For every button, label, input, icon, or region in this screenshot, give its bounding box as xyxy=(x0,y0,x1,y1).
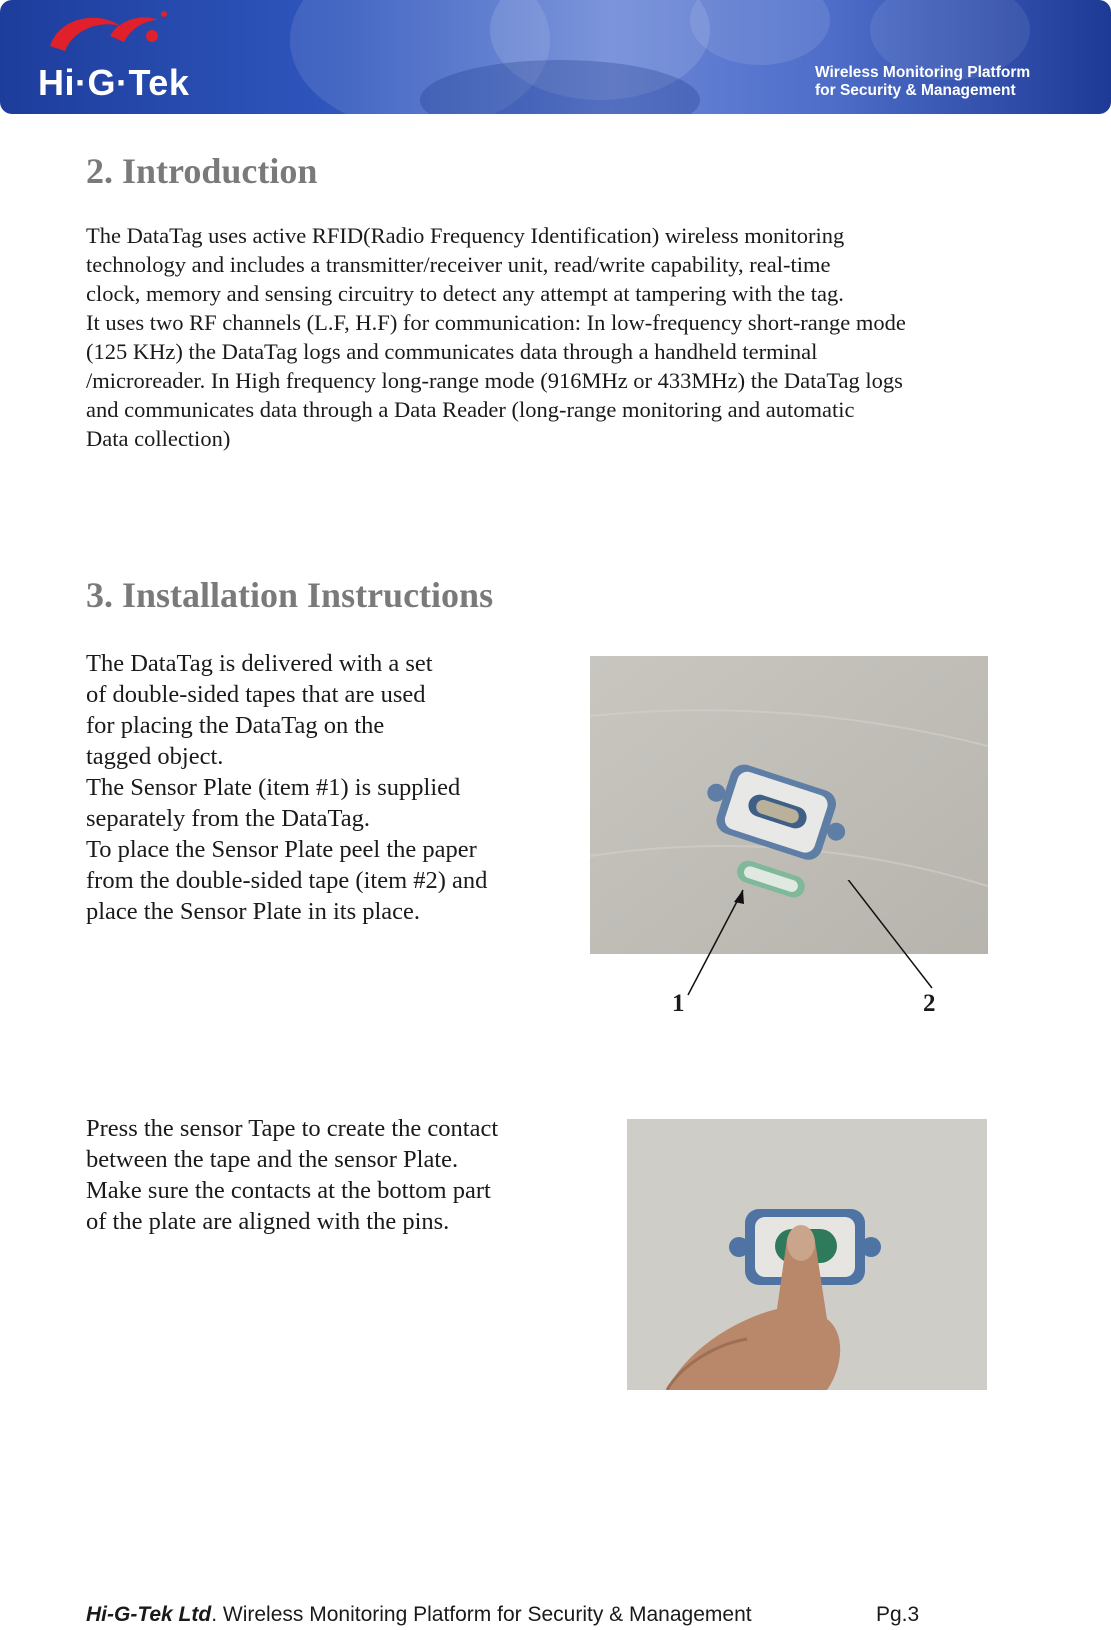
datatag-photo-2 xyxy=(627,1119,987,1390)
header-banner xyxy=(0,0,1111,114)
intro-line: (125 KHz) the DataTag logs and communicates data through a handheld terminal xyxy=(86,339,818,364)
intro-paragraph xyxy=(86,221,1046,453)
step-line: Press the sensor Tape to create the contact xyxy=(86,1115,499,1142)
footer-text xyxy=(86,1603,752,1627)
install-step-2-text xyxy=(86,1113,498,1237)
footer-company: Hi-G-Tek Ltd xyxy=(86,1603,212,1626)
step-line: of the plate are aligned with the pins. xyxy=(86,1208,450,1235)
step-line: The Sensor Plate (item #1) is supplied xyxy=(86,774,461,801)
footer-description: . Wireless Monitoring Platform for Security & Management xyxy=(211,1603,752,1626)
intro-line: technology and includes a transmitter/receiver unit, read/write capability, real-time xyxy=(86,252,831,277)
hand-pressing-illustration xyxy=(627,1119,987,1390)
step-line: place the Sensor Plate in its place. xyxy=(86,898,421,925)
install-heading: 3. Installation Instructions xyxy=(86,575,494,615)
intro-line: It uses two RF channels (L.F, H.F) for communication: In low-frequency short-range mode xyxy=(86,310,906,335)
page-number: Pg.3 xyxy=(876,1603,920,1626)
tagline-line-1: Wireless Monitoring Platform xyxy=(815,64,1031,81)
step-line: separately from the DataTag. xyxy=(86,805,370,832)
install-step-1-text xyxy=(86,648,487,927)
callout-arrows xyxy=(660,880,950,1010)
intro-heading: 2. Introduction xyxy=(86,151,318,191)
step-line: To place the Sensor Plate peel the paper xyxy=(86,836,477,863)
callout-label-2: 2 xyxy=(923,990,936,1017)
intro-line: and communicates data through a Data Reader (long-range monitoring and automatic xyxy=(86,397,855,422)
intro-line: /microreader. In High frequency long-range mode (916MHz or 433MHz) the DataTag logs xyxy=(86,368,903,393)
step-line: from the double-sided tape (item #2) and xyxy=(86,867,488,894)
step-line: tagged object. xyxy=(86,743,224,770)
header-tagline xyxy=(815,64,1030,100)
company-logo: Hi·G·Tek xyxy=(38,62,190,103)
step-line: of double-sided tapes that are used xyxy=(86,681,426,708)
callout-label-1: 1 xyxy=(672,990,685,1017)
tagline-line-2: for Security & Management xyxy=(815,82,1016,99)
intro-line: clock, memory and sensing circuitry to detect any attempt at tampering with the tag. xyxy=(86,281,844,306)
step-line: for placing the DataTag on the xyxy=(86,712,385,739)
step-line: between the tape and the sensor Plate. xyxy=(86,1146,459,1173)
intro-line: The DataTag uses active RFID(Radio Frequency Identification) wireless monitoring xyxy=(86,223,845,248)
step-line: The DataTag is delivered with a set xyxy=(86,650,433,677)
intro-line: Data collection) xyxy=(86,426,231,451)
logo-swirl-icon xyxy=(40,6,180,66)
step-line: Make sure the contacts at the bottom part xyxy=(86,1177,491,1204)
